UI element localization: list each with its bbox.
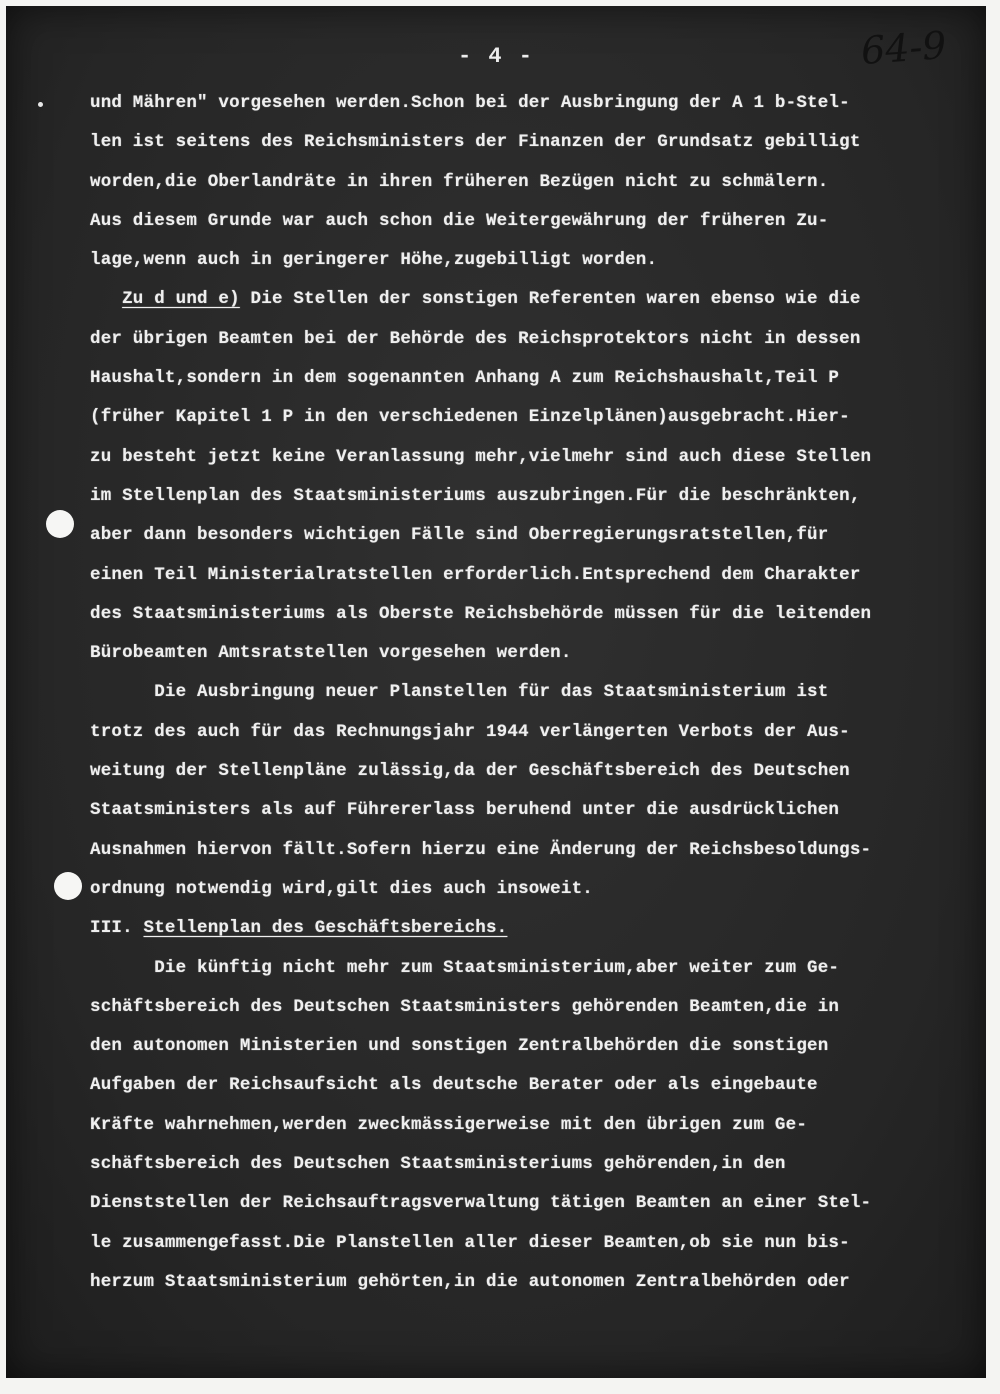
text-line: Die Ausbringung neuer Planstellen für das Staatsministerium ist bbox=[90, 682, 829, 703]
text-line: Haushalt,sondern in dem sogenannten Anhang A zum Reichshaushalt,Teil P bbox=[90, 368, 840, 389]
text-line: schäftsbereich des Deutschen Staatsministeriums gehörenden,in den bbox=[90, 1154, 786, 1175]
text-line: Staatsministers als auf Führererlass beruhend unter die ausdrücklichen bbox=[90, 800, 840, 821]
section-number: III. bbox=[90, 918, 144, 939]
text-line: lage,wenn auch in geringerer Höhe,zugebilligt worden. bbox=[90, 250, 658, 271]
punch-hole-upper bbox=[46, 510, 74, 538]
document-sheet bbox=[6, 6, 986, 1378]
text-line: und Mähren" vorgesehen werden.Schon bei der Ausbringung der A 1 b-Stel- bbox=[90, 93, 850, 113]
margin-dot bbox=[38, 102, 43, 107]
page-number: - 4 - bbox=[457, 44, 534, 69]
text-line: einen Teil Ministerialratstellen erforderlich.Entsprechend dem Charakter bbox=[90, 564, 861, 585]
underlined-heading: Stellenplan des Geschäftsbereichs. bbox=[143, 918, 508, 939]
text-line: des Staatsministeriums als Oberste Reichsbehörde müssen für die leitenden bbox=[90, 603, 872, 624]
text-line: worden,die Oberlandräte in ihren früheren Bezügen nicht zu schmälern. bbox=[90, 171, 829, 192]
punch-hole-lower bbox=[54, 872, 82, 900]
text-line: Kräfte wahrnehmen,werden zweckmässigerweise mit den übrigen zum Ge- bbox=[90, 1114, 808, 1135]
text-line: zu besteht jetzt keine Veranlassung mehr,vielmehr sind auch diese Stellen bbox=[90, 446, 872, 467]
text-line: Die künftig nicht mehr zum Staatsministerium,aber weiter zum Ge- bbox=[90, 957, 840, 978]
handwritten-folio: 64-9 bbox=[859, 23, 948, 73]
text-line: Dienststellen der Reichsauftragsverwaltung tätigen Beamten an einer Stel- bbox=[90, 1193, 872, 1214]
text-line: schäftsbereich des Deutschen Staatsministers gehörenden Beamten,die in bbox=[90, 996, 840, 1017]
text-line: Aufgaben der Reichsaufsicht als deutsche Berater oder als eingebaute bbox=[90, 1075, 818, 1096]
text-line: weitung der Stellenpläne zulässig,da der Geschäftsbereich des Deutschen bbox=[90, 761, 850, 782]
document-body bbox=[90, 84, 970, 1302]
text-line: Aus diesem Grunde war auch schon die Weitergewährung der früheren Zu- bbox=[90, 210, 829, 231]
text-line: im Stellenplan des Staatsministeriums auszubringen.Für die beschränkten, bbox=[90, 485, 861, 506]
text-line bbox=[90, 280, 970, 319]
text-line bbox=[90, 909, 970, 948]
text-line: trotz des auch für das Rechnungsjahr 1944 verlängerten Verbots der Aus- bbox=[90, 721, 850, 742]
text-line: len ist seitens des Reichsministers der Finanzen der Grundsatz gebilligt bbox=[90, 132, 861, 153]
text-line: aber dann besonders wichtigen Fälle sind Oberregierungsratstellen,für bbox=[90, 525, 829, 546]
text-line: (früher Kapitel 1 P in den verschiedenen Einzelplänen)ausgebracht.Hier- bbox=[90, 407, 850, 428]
text-line: der übrigen Beamten bei der Behörde des Reichsprotektors nicht in dessen bbox=[90, 328, 861, 349]
text-line: Bürobeamten Amtsratstellen vorgesehen werden. bbox=[90, 643, 572, 664]
text-line: Ausnahmen hiervon fällt.Sofern hierzu eine Änderung der Reichsbesoldungs- bbox=[90, 839, 872, 860]
text-line: ordnung notwendig wird,gilt dies auch insoweit. bbox=[90, 878, 593, 899]
text-line: den autonomen Ministerien und sonstigen Zentralbehörden die sonstigen bbox=[90, 1036, 829, 1057]
line-text: Die Stellen der sonstigen Referenten waren ebenso wie die bbox=[239, 289, 861, 310]
text-line: le zusammengefasst.Die Planstellen aller dieser Beamten,ob sie nun bis- bbox=[90, 1232, 850, 1253]
text-line: herzum Staatsministerium gehörten,in die autonomen Zentralbehörden oder bbox=[90, 1271, 850, 1292]
underlined-heading: Zu d und e) bbox=[122, 289, 240, 310]
